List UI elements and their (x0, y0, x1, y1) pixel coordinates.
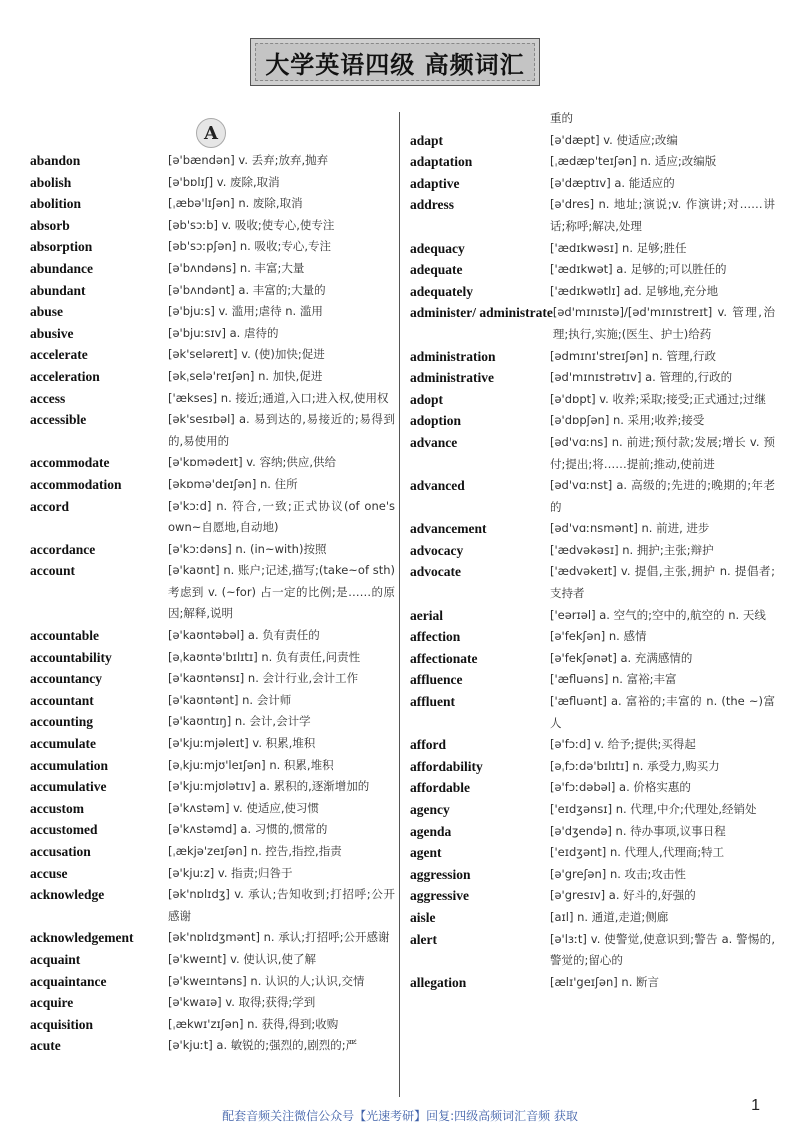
vocab-entry (30, 452, 395, 474)
vocab-entry (30, 474, 395, 496)
vocab-entry (30, 992, 395, 1014)
headword: affectionate (410, 650, 478, 666)
definition: [əd'mɪnɪstrətɪv] a. 管理的,行政的 (550, 370, 733, 385)
headword: allegation (410, 974, 467, 990)
definition: ['ækses] n. 接近;通道,入口;进入权,使用权 (168, 390, 389, 405)
headword: advanced (410, 478, 465, 494)
definition: [ə'bændən] v. 丢弃;放弃,抛弃 (168, 153, 329, 167)
headword: administration (410, 348, 496, 364)
definition: [əˌkjuːmjʊ'leɪʃən] n. 积累,堆积 (168, 757, 334, 772)
headword: adaptive (410, 175, 460, 191)
vocab-entry (30, 798, 395, 820)
headword: account (30, 563, 75, 579)
vocab-entry (30, 733, 395, 755)
headword: accessible (30, 412, 87, 428)
vocab-entry (30, 755, 395, 777)
vocab-entry (410, 907, 775, 929)
vocab-entry (410, 799, 775, 821)
headword: adapt (410, 132, 444, 148)
headword: accumulative (30, 779, 107, 795)
headword: agenda (410, 823, 452, 839)
definition: [əˌfɔːdə'bɪlɪtɪ] n. 承受力,购买力 (550, 758, 720, 773)
headword: accumulation (30, 757, 109, 773)
definition: [ə'fekʃənət] a. 充满感情的 (550, 650, 693, 665)
vocab-entry (30, 647, 395, 669)
vocab-entry (30, 539, 395, 561)
vocab-entry (30, 560, 395, 625)
definition: [ə'kʌstəmd] a. 习惯的,惯常的 (168, 822, 328, 837)
headword: acceleration (30, 368, 100, 384)
vocab-entry (410, 194, 775, 237)
headword: accounting (30, 714, 94, 730)
headword: accord (30, 498, 69, 514)
section-letter-badge: A (196, 118, 226, 148)
vocab-entry (30, 215, 395, 237)
headword: abundance (30, 260, 94, 276)
headword: adoption (410, 413, 462, 429)
headword: aggressive (410, 888, 469, 904)
vocab-entry (30, 280, 395, 302)
definition: [ə'kwaɪə] v. 取得;获得;学到 (168, 995, 316, 1010)
headword: accelerate (30, 347, 88, 363)
definition: [ə'kɔːd] n. 符合,一致;正式协议(of one's own~自愿地,自动地) (168, 498, 395, 535)
continuation-row (410, 108, 775, 130)
headword: agency (410, 802, 450, 817)
headword: affordability (410, 758, 483, 774)
headword: accustom (30, 800, 84, 816)
definition: [ə'kaʊntəbəl] a. 负有责任的 (168, 628, 320, 643)
definition: [ə'kjuːmjəleɪt] v. 积累,堆积 (168, 736, 316, 751)
vocab-entry (410, 367, 775, 389)
definition: [aɪl] n. 通道,走道;侧廊 (550, 909, 669, 924)
definition: [ə'dæptɪv] a. 能适应的 (550, 175, 675, 190)
vocab-entry (30, 496, 395, 539)
left-column (30, 150, 395, 1057)
definition: [ə'kweɪntəns] n. 认识的人;认识,交情 (168, 973, 365, 988)
vocab-entry (30, 625, 395, 647)
definition: [ˌækjə'zeɪʃən] n. 控告,指控,指责 (168, 844, 342, 858)
definition: ['ædvəkəsɪ] n. 拥护;主张;辩护 (550, 542, 714, 557)
definition: ['æfluəns] n. 富裕;丰富 (550, 672, 677, 687)
definition: [əd'vɑːns] n. 前进;预付款;发展;增长 v. 预付;提出;将……提前;推动,使前进 (550, 434, 775, 471)
vocab-entry (30, 323, 395, 345)
definition: [ˌækwɪ'zɪʃən] n. 获得,得到;收购 (168, 1016, 339, 1031)
headword: agent (410, 845, 442, 861)
headword: absorption (30, 239, 93, 255)
definition: [ə'bjuːsɪv] a. 虐待的 (168, 325, 279, 340)
definition: ['æfluənt] a. 富裕的;丰富的 n. (the ~)富人 (550, 694, 775, 730)
vocab-entry (410, 972, 775, 994)
definition: [əd'mɪnɪstə]/[əd'mɪnɪstreɪt] v. 管理,治理;执行,实施;(医生、护士)给药 (552, 305, 775, 341)
vocab-entry (410, 626, 775, 648)
headword: administer/ administrate (410, 305, 553, 321)
definition: [ˌæbə'lɪʃən] n. 废除,取消 (168, 196, 303, 211)
definition: ['ædvəkeɪt] v. 提倡,主张,拥护 n. 提倡者;支持者 (550, 564, 775, 601)
headword: affordable (410, 780, 470, 796)
definition: [ə'lɜːt] v. 使警觉,使意识到;警告 a. 警惕的,警觉的;留心的 (550, 931, 775, 968)
vocab-entry (30, 193, 395, 215)
definition: [ˌædæp'teɪʃən] n. 适应;改编版 (550, 154, 717, 169)
definition: [ə'kjuːmjʊlətɪv] a. 累积的,逐渐增加的 (168, 779, 370, 794)
definition: [əb'sɔːpʃən] n. 吸收;专心,专注 (168, 239, 332, 254)
headword: absorb (30, 217, 70, 233)
definition: [ælɪ'geɪʃən] n. 断言 (550, 974, 660, 989)
headword: accommodate (30, 455, 110, 471)
definition: [ə'kɔːdəns] n. (in~with)按照 (168, 541, 327, 556)
vocab-entry (410, 648, 775, 670)
vocab-entry (410, 518, 775, 540)
headword: administrative (410, 370, 494, 386)
headword: advancement (410, 521, 487, 537)
definition: [əkˌselə'reɪʃən] n. 加快,促进 (168, 368, 323, 383)
headword: accountancy (30, 671, 102, 687)
definition: [əˌkaʊntə'bɪlɪtɪ] n. 负有责任,问责性 (168, 649, 361, 664)
definition: [ə'kjuːz] v. 指责;归咎于 (168, 865, 293, 880)
headword: acquaint (30, 951, 81, 967)
vocab-entry (410, 540, 775, 562)
vocab-entry (30, 690, 395, 712)
headword: abuse (30, 304, 64, 320)
headword: accountable (30, 628, 99, 644)
headword: affluent (410, 694, 455, 710)
headword: adaptation (410, 154, 473, 170)
vocab-entry (410, 259, 775, 281)
headword: accustomed (30, 822, 98, 838)
headword: accountability (30, 649, 112, 665)
vocab-entry (410, 734, 775, 756)
vocab-entry (30, 366, 395, 388)
headword: acute (30, 1038, 61, 1054)
headword: acquire (30, 995, 74, 1011)
vocab-entry (30, 258, 395, 280)
headword: affection (410, 629, 461, 645)
definition: ['ædɪkwət] a. 足够的;可以胜任的 (550, 262, 727, 277)
vocab-entry (30, 949, 395, 971)
continuation-text: 重的 (550, 111, 573, 125)
headword: abolition (30, 196, 82, 212)
vocab-entry (30, 819, 395, 841)
definition: [ə'fekʃən] n. 感情 (550, 629, 647, 644)
definition: [ə'dʒendə] n. 待办事项,议事日程 (550, 823, 726, 838)
vocab-entry (410, 605, 775, 627)
headword: accordance (30, 541, 96, 557)
definition: [ə'kaʊntənt] n. 会计师 (168, 692, 292, 707)
headword: affluence (410, 672, 463, 688)
definition: [ək'sesɪbəl] a. 易到达的,易接近的;易得到的,易使用的 (168, 412, 395, 448)
vocab-entry (30, 668, 395, 690)
definition: [ə'gresɪv] a. 好斗的,好强的 (550, 888, 696, 903)
headword: accuse (30, 865, 68, 881)
vocab-entry (410, 821, 775, 843)
definition: [ə'bʌndənt] a. 丰富的;大量的 (168, 282, 326, 297)
headword: acquisition (30, 1016, 94, 1032)
vocab-entry (410, 885, 775, 907)
vocab-entry (30, 301, 395, 323)
headword: abundant (30, 282, 86, 298)
vocab-entry (410, 238, 775, 260)
definition: [ə'kaʊnt] n. 账户;记述,描写;(take~of sth)考虑到 v. (~for) 占一定的比例;是……的原因;解释,说明 (168, 563, 395, 621)
headword: afford (410, 737, 446, 753)
vocab-entry (30, 863, 395, 885)
headword: accusation (30, 844, 91, 859)
page-number: 1 (751, 1097, 760, 1114)
headword: acquaintance (30, 973, 107, 989)
headword: abandon (30, 153, 81, 168)
headword: accumulate (30, 736, 96, 752)
headword: accommodation (30, 476, 122, 492)
headword: aisle (410, 909, 436, 925)
definition: [ək'seləreɪt] v. (使)加快;促进 (168, 347, 325, 362)
vocab-entry (410, 691, 775, 734)
definition: [ə'kweɪnt] v. 使认识,使了解 (168, 951, 316, 966)
definition: ['ædɪkwəsɪ] n. 足够;胜任 (550, 240, 687, 255)
definition: [əkɒmə'deɪʃən] n. 住所 (168, 476, 298, 491)
definition: [ə'dæpt] v. 使适应;改编 (550, 132, 678, 147)
headword: advocacy (410, 542, 464, 558)
title-box (250, 38, 540, 86)
headword: alert (410, 931, 437, 947)
vocab-entry (30, 841, 395, 863)
headword: aerial (410, 607, 443, 623)
footer-note: 配套音频关注微信公众号【光速考研】回复:四级高频词汇音频 获取 (222, 1109, 578, 1123)
vocab-entry (410, 173, 775, 195)
definition: [ək'nɒlɪdʒ] v. 承认;告知收到;打招呼;公开感谢 (168, 887, 395, 923)
vocab-entry (410, 346, 775, 368)
vocab-entry (410, 756, 775, 778)
vocab-entry (30, 150, 395, 172)
definition: ['eɪdʒənt] n. 代理人,代理商;特工 (550, 845, 725, 860)
definition: [ədmɪnɪ'streɪʃən] n. 管理,行政 (550, 348, 717, 363)
vocab-entry (410, 669, 775, 691)
headword: access (30, 390, 66, 406)
vocab-entry (410, 130, 775, 152)
headword: adequacy (410, 240, 465, 256)
definition: [ə'kjuːt] a. 敏锐的;强烈的,剧烈的;严 (168, 1038, 358, 1053)
definition: [ək'nɒlɪdʒmənt] n. 承认;打招呼;公开感谢 (168, 930, 390, 945)
vocab-entry (410, 561, 775, 604)
headword: acknowledgement (30, 930, 134, 946)
headword: advance (410, 434, 458, 450)
definition: [ə'kɒmədeɪt] v. 容纳;供应,供给 (168, 455, 337, 470)
definition: ['ædɪkwətlɪ] ad. 足够地,充分地 (550, 283, 719, 298)
vocab-entry (30, 971, 395, 993)
definition: [ə'fɔːd] v. 给予;提供;买得起 (550, 737, 696, 752)
headword: address (410, 197, 455, 213)
definition: [ə'kaʊntənsɪ] n. 会计行业,会计工作 (168, 671, 359, 686)
definition: [ə'dɒpʃən] n. 采用;收养;接受 (550, 413, 705, 428)
vocab-entry (410, 389, 775, 411)
headword: acknowledge (30, 887, 105, 903)
headword: abolish (30, 174, 72, 190)
vocab-entry (410, 281, 775, 303)
vocab-entry (30, 1014, 395, 1036)
headword: adopt (410, 391, 444, 407)
definition: [ə'dɒpt] v. 收养;采取;接受;正式通过;过继 (550, 391, 766, 406)
headword: aggression (410, 866, 471, 882)
vocab-entry (30, 776, 395, 798)
definition: [əd'vɑːnsmənt] n. 前进, 进步 (550, 521, 710, 536)
definition: ['eərɪəl] a. 空气的;空中的,航空的 n. 天线 (550, 607, 766, 622)
headword: advocate (410, 564, 461, 580)
vocab-entry (410, 475, 775, 518)
vocab-entry (30, 388, 395, 410)
definition: [ə'dres] n. 地址;演说;v. 作演讲;对……讲话;称呼;解决,处理 (550, 197, 775, 233)
vocab-entry (410, 842, 775, 864)
vocab-entry (30, 1035, 395, 1057)
vocab-entry (30, 927, 395, 949)
vocab-entry (410, 302, 775, 345)
vocab-entry (410, 929, 775, 972)
definition: [ə'bɒlɪʃ] v. 废除,取消 (168, 174, 280, 189)
vocab-entry (30, 344, 395, 366)
vocab-entry (410, 151, 775, 173)
page-title: 大学英语四级 高频词汇 (255, 43, 535, 81)
definition: [ə'kaʊntɪŋ] n. 会计,会计学 (168, 714, 311, 729)
vocab-entry (30, 172, 395, 194)
vocab-entry (410, 432, 775, 475)
right-column (410, 108, 775, 993)
definition: ['eɪdʒənsɪ] n. 代理,中介;代理处,经销处 (550, 802, 757, 816)
definition: [əd'vɑːnst] a. 高级的;先进的;晚期的;年老的 (550, 478, 775, 514)
vocab-entry (410, 864, 775, 886)
definition: [ə'fɔːdəbəl] a. 价格实惠的 (550, 780, 691, 795)
vocab-entry (30, 711, 395, 733)
headword: adequately (410, 283, 474, 299)
definition: [ə'bʌndəns] n. 丰富;大量 (168, 260, 305, 275)
vocab-entry (410, 410, 775, 432)
vocab-entry (30, 236, 395, 258)
headword: accountant (30, 692, 94, 708)
definition: [ə'greʃən] n. 攻击;攻击性 (550, 866, 686, 881)
vocab-entry (410, 777, 775, 799)
column-divider (399, 112, 400, 1097)
vocab-entry (30, 409, 395, 452)
definition: [əb'sɔːb] v. 吸收;使专心,使专注 (168, 217, 335, 232)
definition: [ə'bjuːs] v. 滥用;虐待 n. 滥用 (168, 304, 323, 319)
headword: abusive (30, 325, 74, 341)
definition: [ə'kʌstəm] v. 使适应,使习惯 (168, 800, 319, 815)
headword: adequate (410, 262, 463, 278)
vocab-entry (30, 884, 395, 927)
